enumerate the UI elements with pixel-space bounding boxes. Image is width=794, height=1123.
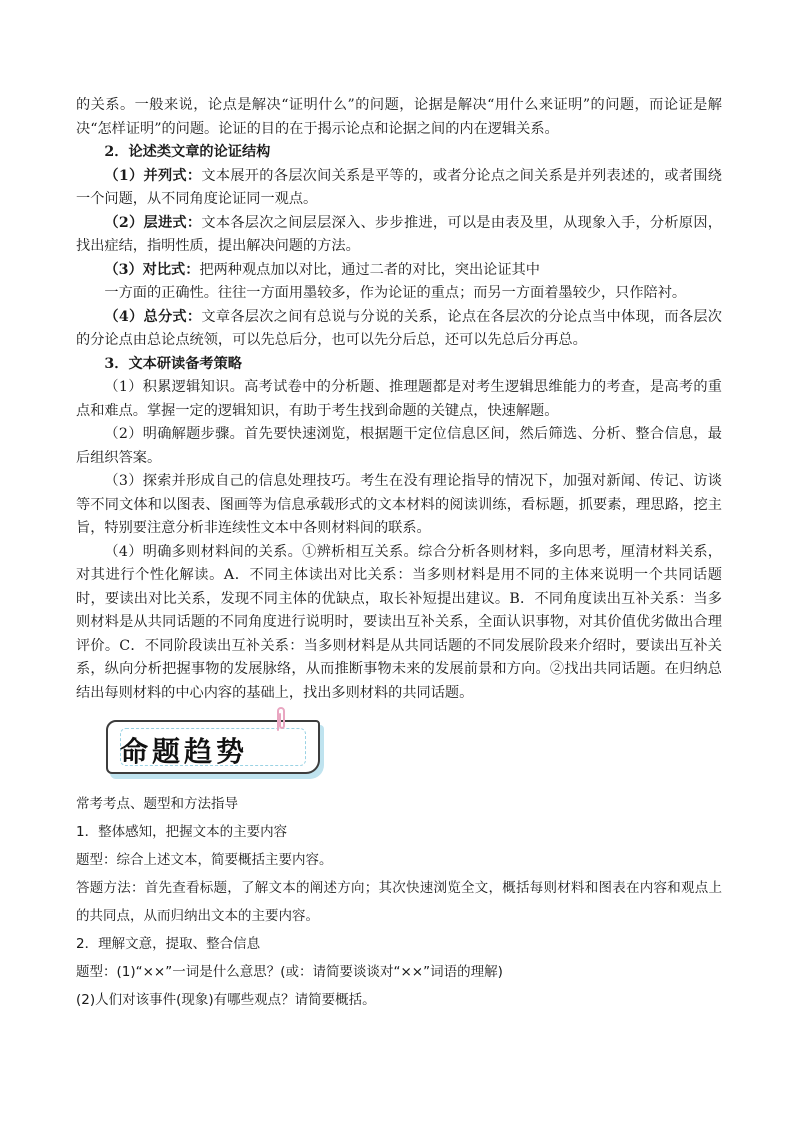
strategy-item-3: （3）探索并形成自己的信息处理技巧。考生在没有理论指导的情况下，加强对新闻、传记、访谈等不同文体和以图表、图画等为信息承载形式的文本材料的阅读训练，看标题，抓要素，理思路，挖主旨，特别要注意分析非连续性文本中各则材料间的联系。 (76, 473, 722, 536)
banner-title: 命题趋势 (120, 735, 249, 768)
answer-method-1: 答题方法：首先查看标题，了解文本的阐述方向；其次快速浏览全文，概括每则材料和图表在内容和观点上的共同点，从而归纳出文本的主要内容。 (76, 880, 722, 924)
question-type-2-item-2: (2)人们对该事件(现象)有哪些观点？请简要概括。 (76, 992, 376, 1008)
heading-study-strategy: 3．文本研读备考策略 (104, 355, 242, 372)
structure-text: 文章各层次之间有总说与分说的关系，论点在各层次的分论点当中体现，而各层次的分论点由总论点统领，可以先总后分，也可以先分后总，还可以先总后分再总。 (76, 308, 722, 348)
question-type-2: 题型：(1)“××”一词是什么意思？(或：请简要谈谈对“××”词语的理解) (76, 964, 503, 980)
heading-argument-structure: 2．论述类文章的论证结构 (104, 144, 271, 160)
structure-text: 文本展开的各层次间关系是平等的，或者分论点之间关系是并列表述的，或者围绕一个问题，从不同角度论证同一观点。 (76, 167, 722, 207)
structure-parallel (76, 165, 722, 212)
structure-label: （3）对比式： (104, 261, 200, 278)
strategy-item-1: （1）积累逻辑知识。高考试卷中的分析题、推理题都是对考生逻辑思维能力的考查，是高考的重点和难点。掌握一定的逻辑知识，有助于考生找到命题的关键点，快速解题。 (76, 379, 722, 419)
strategy-item-4: （4）明确多则材料间的关系。①辨析相互关系。综合分析各则材料，多向思考，厘清材料关系，对其进行个性化解读。A．不同主体读出对比关系：当多则材料是用不同的主体来说明一个共同话题时，要读出对比关系，发现不同主体的优缺点，取长补短提出建议。B．不同角度读出互补关系：当多则材料是从共同话题的不同角度进行说明时，要读出互补关系，全面认识事物，对其价值优劣做出合理评价。C．不同阶段读出互补关系：当多则材料是从共同话题的不同发展阶段来介绍时，要读出互补关系，纵向分析把握事物的发展脉络，从而推断事物未来的发展前景和方向。②找出共同话题。在归纳总结出每则材料的中心内容的基础上，找出多则材料的共同话题。 (76, 543, 722, 701)
structure-text: 把两种观点加以对比，通过二者的对比，突出论证其中 (199, 261, 540, 278)
structure-label: （1）并列式： (104, 167, 202, 184)
paperclip-icon (274, 706, 288, 732)
structure-contrast (76, 259, 722, 283)
exam-guidance-section (76, 790, 722, 1014)
topic-heading-2: 2．理解文意，提取、整合信息 (76, 936, 261, 952)
text-body (76, 94, 722, 705)
strategy-item-2: （2）明确解题步骤。首先要快速浏览，根据题干定位信息区间，然后筛选、分析、整合信息，最后组织答案。 (76, 426, 722, 466)
structure-label: （2）层进式： (104, 214, 202, 231)
structure-label: （4）总分式： (104, 308, 202, 325)
structure-general-specific (76, 306, 722, 353)
structure-contrast-continued: 一方面的正确性。往往一方面用墨较多，作为论证的重点；而另一方面着墨较少，只作陪衬。 (104, 285, 687, 301)
paragraph-argument-relation: 的关系。一般来说，论点是解决“证明什么”的问题，论据是解决“用什么来证明”的问题，而论证是解决“怎样证明”的问题。论证的目的在于揭示论点和论据之间的内在逻辑关系。 (76, 97, 722, 137)
topic-heading-1: 1．整体感知，把握文本的主要内容 (76, 824, 288, 840)
question-type-1: 题型：综合上述文本，简要概括主要内容。 (76, 852, 333, 868)
section-banner (100, 710, 324, 774)
structure-progressive (76, 212, 722, 259)
structure-text: 文本各层次之间层层深入、步步推进，可以是由表及里，从现象入手，分析原因，找出症结，指明性质，提出解决问题的方法。 (76, 214, 722, 254)
section-subtitle: 常考考点、题型和方法指导 (76, 796, 238, 812)
